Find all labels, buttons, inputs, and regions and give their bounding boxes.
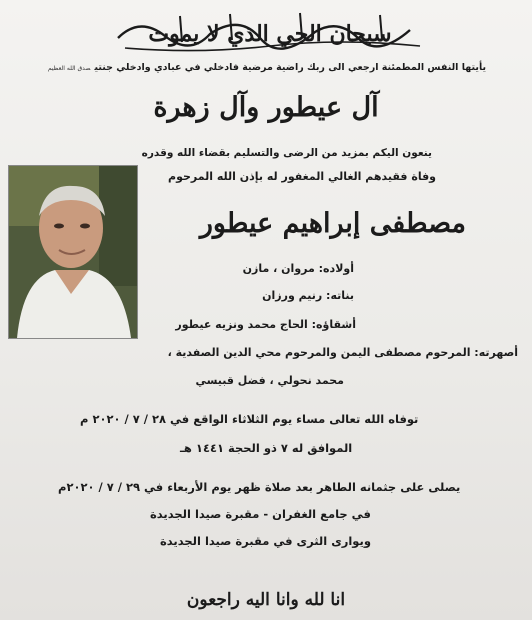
heading-text: سبحان الحي الذي لا يموت	[148, 21, 392, 47]
funeral-prayer-line: يصلى على جثمانه الطاهر بعد صلاة ظهر يوم الأربعاء في ٢٩ / ٧ / ٢٠٢٠م	[58, 480, 461, 494]
family-names: آل عيطور وآل زهرة	[153, 92, 379, 123]
inlaws-line: أصهرته: المرحوم مصطفى اليمن والمرحوم محي الدين الصفدية ،	[167, 346, 518, 359]
death-announcement-line: وفاة فقيدهم الغالي المغفور له بإذن الله المرحوم	[168, 170, 436, 183]
hijri-date-line: الموافق له ٧ ذو الحجة ١٤٤١ هـ	[180, 441, 353, 455]
deceased-photo	[8, 165, 138, 339]
quran-verse-reference: صدق الله العظيم	[47, 65, 91, 72]
quran-verse	[8, 62, 526, 73]
siblings-line: أشقاؤه: الحاج محمد ونزيه عيطور	[175, 318, 356, 331]
closing-phrase: انا لله وانا اليه راجعون	[186, 590, 346, 610]
death-date-line: توفاه الله تعالى مساء يوم الثلاثاء الواقع في ٢٨ / ٧ / ٢٠٢٠ م	[80, 412, 419, 426]
sons-line: أولاده: مروان ، مازن	[242, 262, 354, 275]
heading-calligraphy	[110, 8, 430, 58]
quran-verse-text: يأيتها النفس المطمئنة ارجعي الى ربك راضية مرضية فادخلي في عبادي وادخلي جنتي	[94, 62, 487, 73]
inlaws-line-continued: محمد نحولي ، فضل قبيسي	[195, 374, 344, 387]
burial-line: ويوارى الثرى في مقبرة صيدا الجديدة	[160, 534, 371, 548]
daughters-line: بناته: رنيم ورزان	[262, 289, 354, 302]
mourning-line: ينعون اليكم بمزيد من الرضى والتسليم بقضاء الله وقدره	[141, 147, 432, 159]
mosque-line: في جامع الغفران - مقبرة صيدا الجديدة	[150, 507, 371, 521]
deceased-name: مصطفى إبراهيم عيطور	[199, 208, 466, 239]
